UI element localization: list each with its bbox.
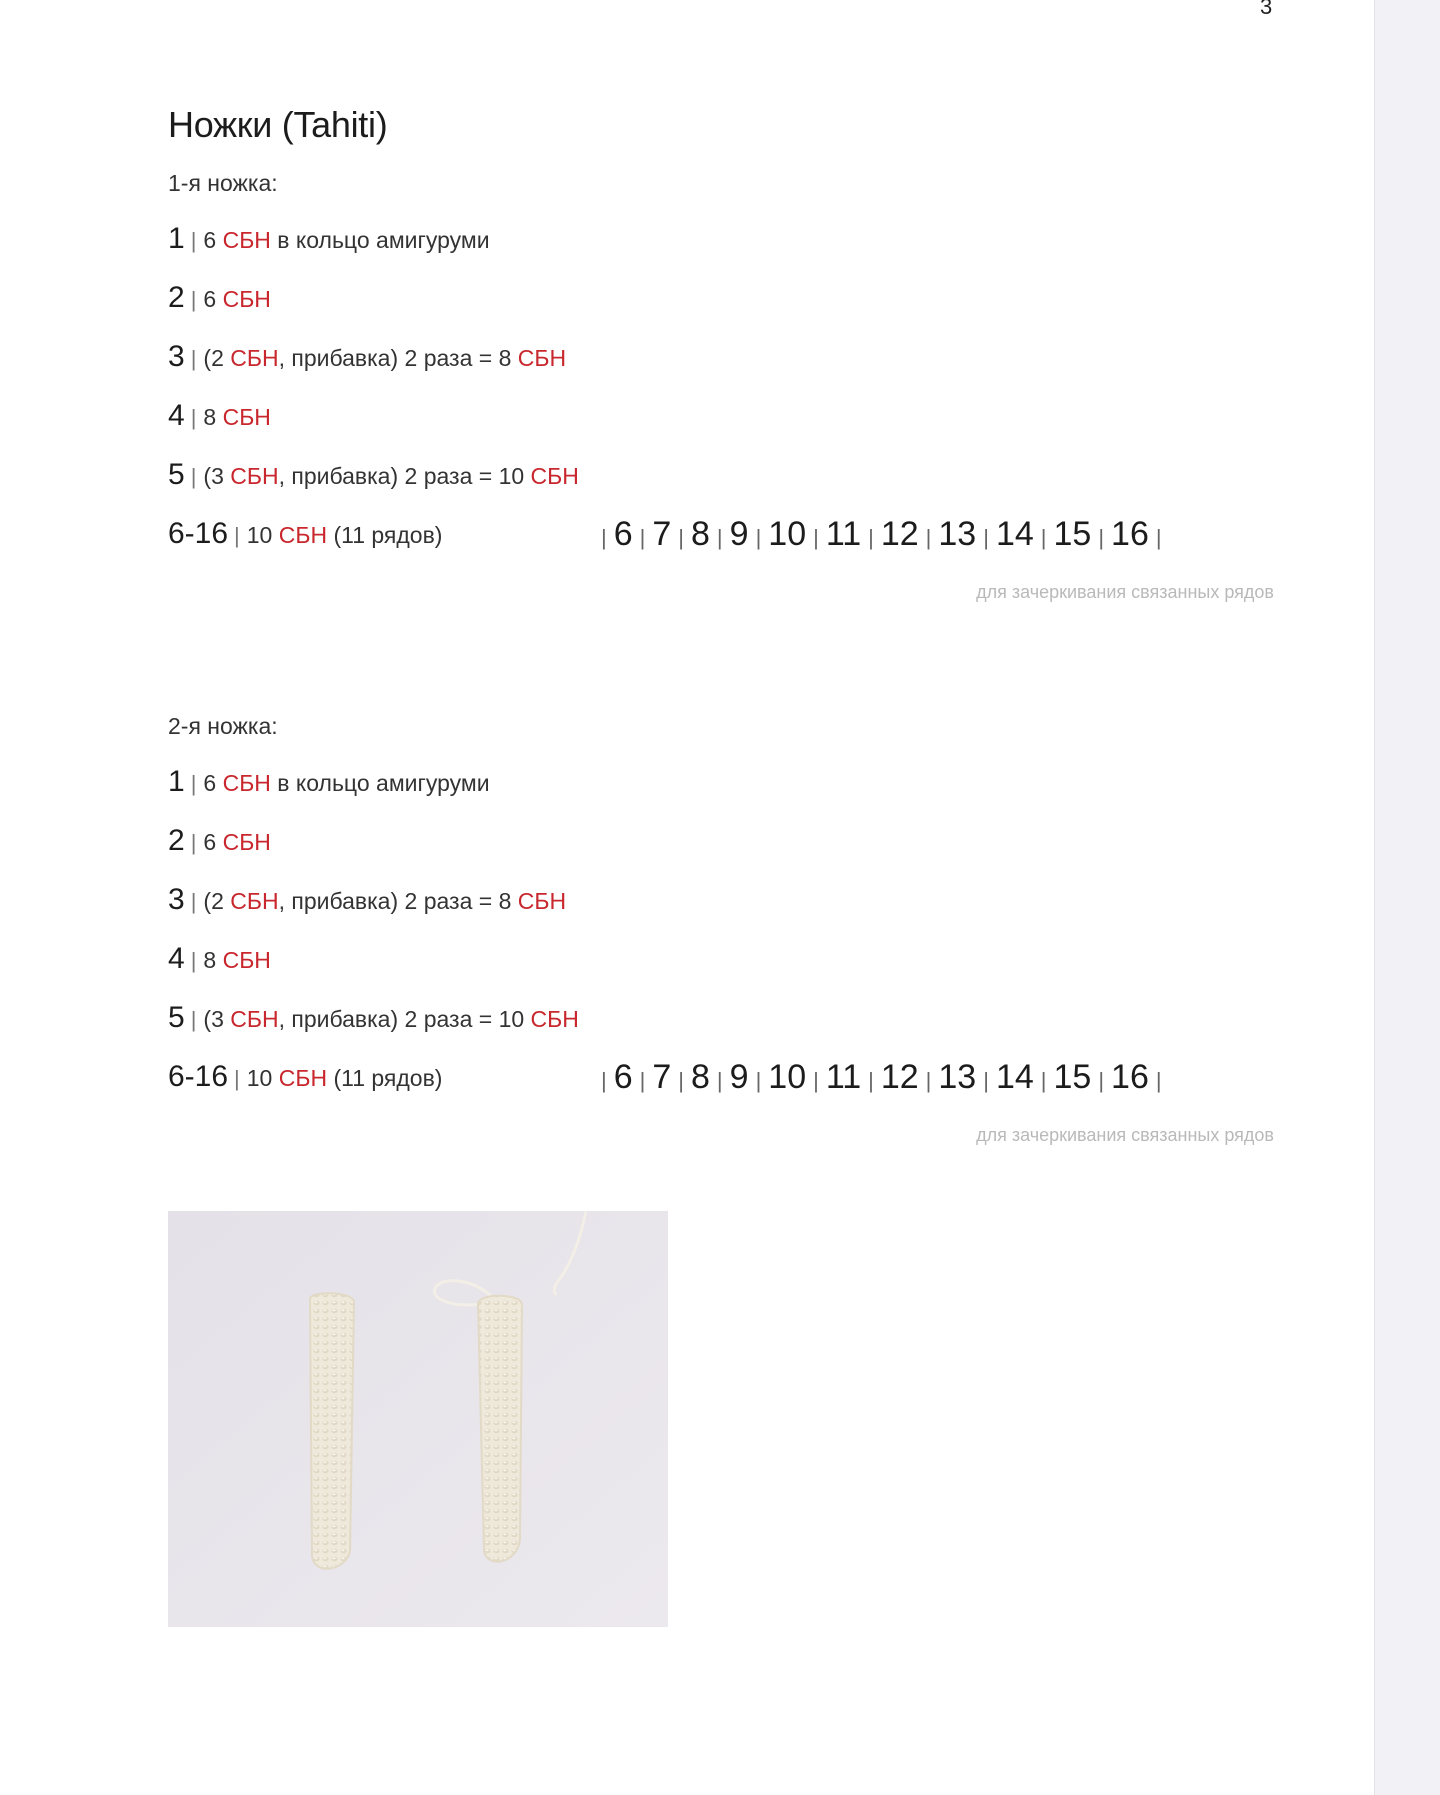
tracker-separator: |	[1040, 1068, 1047, 1093]
tracker-row-number: 9	[729, 515, 749, 553]
tracker-row-number: 7	[652, 1058, 672, 1096]
row-number: 4	[168, 399, 185, 432]
tracker-row-number: 7	[652, 515, 672, 553]
row-separator: |	[190, 405, 197, 430]
row-separator: |	[234, 523, 240, 548]
tracker-separator: |	[813, 525, 819, 550]
page-number: 3	[1260, 0, 1273, 19]
row-number: 5	[168, 1001, 185, 1034]
tracker-row-number: 14	[995, 1058, 1034, 1096]
tracker-separator: |	[868, 1068, 874, 1093]
section-heading-1: 1-я ножка:	[168, 170, 278, 196]
row-instruction: 6 СБН	[203, 829, 271, 855]
pattern-row	[168, 517, 442, 557]
tracker-row-number: 9	[729, 1058, 749, 1096]
pattern-row	[168, 824, 271, 864]
tracker-row-number: 6	[613, 515, 633, 553]
row-tracker	[594, 515, 1169, 554]
tracker-separator: |	[925, 525, 932, 550]
pattern-row	[168, 281, 271, 321]
tracker-separator: |	[755, 525, 762, 550]
pattern-row	[168, 340, 566, 380]
row-instruction: (2 СБН, прибавка) 2 раза = 8 СБН	[203, 345, 567, 371]
row-number: 1	[168, 222, 185, 255]
crocheted-legs-photo	[168, 1211, 668, 1627]
tracker-separator: |	[716, 1068, 723, 1093]
tracker-separator: |	[716, 525, 723, 550]
row-number: 6-16	[168, 517, 229, 550]
row-instruction: (3 СБН, прибавка) 2 раза = 10 СБН	[203, 463, 579, 489]
row-number: 3	[168, 340, 185, 373]
tracker-separator: |	[983, 1068, 989, 1093]
row-number: 4	[168, 942, 185, 975]
row-number: 6-16	[168, 1060, 229, 1093]
row-number: 5	[168, 458, 185, 491]
row-number: 1	[168, 765, 185, 798]
tracker-row-number: 16	[1111, 1058, 1149, 1096]
tracker-separator: |	[1155, 1068, 1162, 1093]
tracker-row-number: 15	[1053, 515, 1092, 553]
page-title: Ножки (Tahiti)	[168, 104, 388, 145]
pattern-row	[168, 458, 579, 498]
row-instruction: 6 СБН в кольцо амигуруми	[203, 227, 490, 253]
tracker-row-number: 8	[691, 1058, 710, 1096]
tracker-separator: |	[639, 525, 646, 550]
row-instruction: 10 СБН (11 рядов)	[246, 522, 443, 548]
row-instruction: 6 СБН	[203, 286, 271, 312]
photo-background	[168, 1211, 668, 1627]
row-number: 2	[168, 824, 185, 857]
tracker-row-number: 12	[880, 515, 919, 553]
tracker-separator: |	[1098, 1068, 1105, 1093]
tracker-row-number: 8	[691, 515, 710, 553]
tracker-row-number: 6	[613, 1058, 633, 1096]
right-sidebar	[1374, 0, 1440, 1795]
tracker-separator: |	[755, 1068, 762, 1093]
tracker-row-number: 13	[938, 515, 977, 553]
row-instruction: 8 СБН	[203, 947, 271, 973]
tracker-row-number: 10	[768, 1058, 807, 1096]
row-separator: |	[190, 464, 197, 489]
tracker-separator: |	[813, 1068, 819, 1093]
tracker-separator: |	[678, 1068, 684, 1093]
row-separator: |	[190, 1007, 197, 1032]
tracker-separator: |	[639, 1068, 646, 1093]
tracker-separator: |	[1155, 525, 1162, 550]
tracker-row-number: 12	[880, 1058, 919, 1096]
tracker-note: для зачеркивания связанных рядов	[976, 582, 1274, 602]
pattern-row	[168, 1060, 442, 1100]
pattern-row	[168, 942, 271, 982]
tracker-separator: |	[925, 1068, 932, 1093]
row-instruction: 8 СБН	[203, 404, 271, 430]
pattern-row	[168, 222, 490, 262]
tracker-separator: |	[1098, 525, 1105, 550]
row-separator: |	[190, 889, 197, 914]
tracker-row-number: 11	[825, 1058, 862, 1096]
crochet-leg-left	[310, 1293, 354, 1569]
row-separator: |	[190, 948, 197, 973]
row-separator: |	[190, 771, 197, 796]
row-separator: |	[234, 1066, 240, 1091]
tracker-note: для зачеркивания связанных рядов	[976, 1125, 1274, 1145]
tracker-row-number: 11	[825, 515, 862, 553]
tracker-separator: |	[983, 525, 989, 550]
row-separator: |	[190, 830, 197, 855]
row-number: 3	[168, 883, 185, 916]
row-separator: |	[190, 287, 197, 312]
row-separator: |	[190, 228, 197, 253]
row-number: 2	[168, 281, 185, 314]
crochet-leg-right	[478, 1296, 522, 1562]
tracker-separator: |	[1040, 525, 1047, 550]
pattern-row	[168, 1001, 579, 1041]
row-instruction: 6 СБН в кольцо амигуруми	[203, 770, 490, 796]
row-instruction: (2 СБН, прибавка) 2 раза = 8 СБН	[203, 888, 567, 914]
tracker-separator: |	[601, 525, 607, 550]
row-instruction: (3 СБН, прибавка) 2 раза = 10 СБН	[203, 1006, 579, 1032]
pattern-row	[168, 399, 271, 439]
tracker-row-number: 15	[1053, 1058, 1092, 1096]
section-heading-2: 2-я ножка:	[168, 713, 278, 739]
tracker-row-number: 14	[995, 515, 1034, 553]
tracker-row-number: 16	[1111, 515, 1149, 553]
row-tracker	[594, 1058, 1169, 1097]
pattern-row	[168, 765, 490, 805]
tracker-separator: |	[601, 1068, 607, 1093]
tracker-row-number: 13	[938, 1058, 977, 1096]
tracker-row-number: 10	[768, 515, 807, 553]
tracker-separator: |	[678, 525, 684, 550]
row-separator: |	[190, 346, 197, 371]
tracker-separator: |	[868, 525, 874, 550]
row-instruction: 10 СБН (11 рядов)	[246, 1065, 443, 1091]
pattern-row	[168, 883, 566, 923]
